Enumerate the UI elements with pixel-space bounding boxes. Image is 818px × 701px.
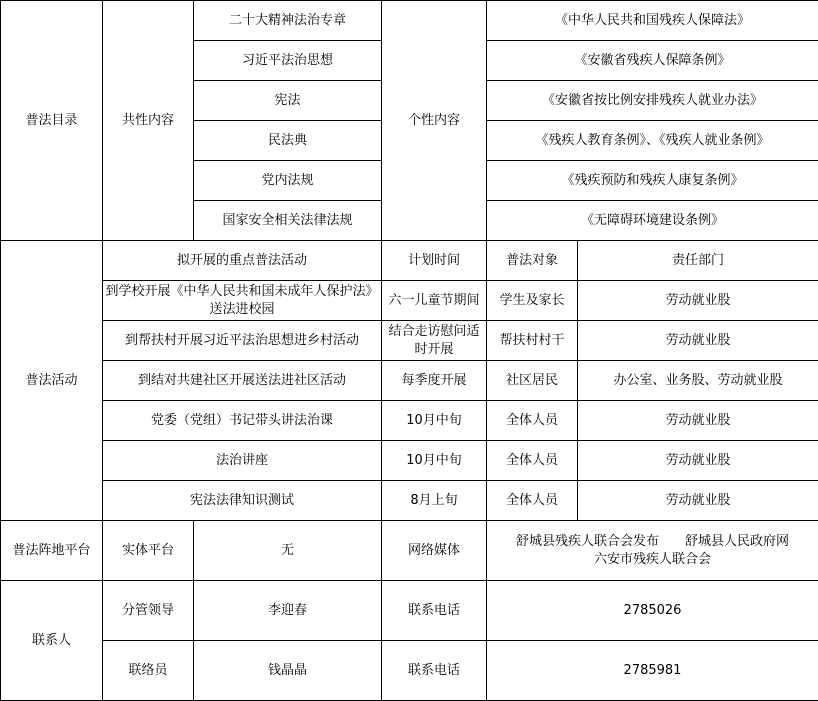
- department-header: 责任部门: [578, 241, 818, 281]
- common-item: 宪法: [194, 81, 382, 121]
- audience-cell: 全体人员: [487, 441, 578, 481]
- time-cell: 10月中旬: [382, 441, 487, 481]
- time-header: 计划时间: [382, 241, 487, 281]
- online-media-line: 六安市残疾人联合会: [594, 551, 712, 567]
- online-media-value: [487, 521, 818, 581]
- specific-item: 《残疾人教育条例》、《残疾人就业条例》: [487, 121, 818, 161]
- online-media-label: 网络媒体: [382, 521, 487, 581]
- liaison-name: 钱晶晶: [194, 641, 382, 701]
- audience-cell: 全体人员: [487, 401, 578, 441]
- activity-cell: 宪法法律知识测试: [103, 481, 382, 521]
- specific-item: 《残疾预防和残疾人康复条例》: [487, 161, 818, 201]
- catalog-section-label: 普法目录: [1, 1, 103, 241]
- activities-section-label: 普法活动: [1, 241, 103, 521]
- common-content-label: 共性内容: [103, 1, 194, 241]
- specific-item: 《无障碍环境建设条例》: [487, 201, 818, 241]
- activity-cell: 到结对共建社区开展送法进社区活动: [103, 361, 382, 401]
- common-item: 国家安全相关法律法规: [194, 201, 382, 241]
- activity-cell: 党委（党组）书记带头讲法治课: [103, 401, 382, 441]
- liaison-phone: 2785981: [487, 641, 818, 701]
- department-cell: 劳动就业股: [578, 441, 818, 481]
- time-cell: 8月上旬: [382, 481, 487, 521]
- department-cell: 劳动就业股: [578, 401, 818, 441]
- specific-item: 《安徽省按比例安排残疾人就业办法》: [487, 81, 818, 121]
- time-cell: 六一儿童节期间: [382, 281, 487, 321]
- audience-cell: 学生及家长: [487, 281, 578, 321]
- activity-cell: 到帮扶村开展习近平法治思想进乡村活动: [103, 321, 382, 361]
- leader-phone: 2785026: [487, 581, 818, 641]
- specific-item: 《安徽省残疾人保障条例》: [487, 41, 818, 81]
- audience-cell: 全体人员: [487, 481, 578, 521]
- time-cell: 结合走访慰问适时开展: [382, 321, 487, 361]
- audience-header: 普法对象: [487, 241, 578, 281]
- liaison-label: 联络员: [103, 641, 194, 701]
- specific-item: 《中华人民共和国残疾人保障法》: [487, 1, 818, 41]
- leader-label: 分管领导: [103, 581, 194, 641]
- liaison-phone-label: 联系电话: [382, 641, 487, 701]
- common-item: 民法典: [194, 121, 382, 161]
- audience-cell: 社区居民: [487, 361, 578, 401]
- common-item: 党内法规: [194, 161, 382, 201]
- audience-cell: 帮扶村村干: [487, 321, 578, 361]
- common-item: 二十大精神法治专章: [194, 1, 382, 41]
- platform-section-label: 普法阵地平台: [1, 521, 103, 581]
- activity-header: 拟开展的重点普法活动: [103, 241, 382, 281]
- activity-cell: 到学校开展《中华人民共和国未成年人保护法》送法进校园: [103, 281, 382, 321]
- time-cell: 每季度开展: [382, 361, 487, 401]
- department-cell: 劳动就业股: [578, 281, 818, 321]
- online-media-line: 舒城县残疾人联合会发布 舒城县人民政府网: [516, 533, 790, 549]
- specific-content-label: 个性内容: [382, 1, 487, 241]
- physical-platform-value: 无: [194, 521, 382, 581]
- leader-phone-label: 联系电话: [382, 581, 487, 641]
- department-cell: 办公室、业务股、劳动就业股: [578, 361, 818, 401]
- common-item: 习近平法治思想: [194, 41, 382, 81]
- department-cell: 劳动就业股: [578, 481, 818, 521]
- leader-name: 李迎春: [194, 581, 382, 641]
- contacts-section-label: 联系人: [1, 581, 103, 701]
- physical-platform-label: 实体平台: [103, 521, 194, 581]
- time-cell: 10月中旬: [382, 401, 487, 441]
- department-cell: 劳动就业股: [578, 321, 818, 361]
- activity-cell: 法治讲座: [103, 441, 382, 481]
